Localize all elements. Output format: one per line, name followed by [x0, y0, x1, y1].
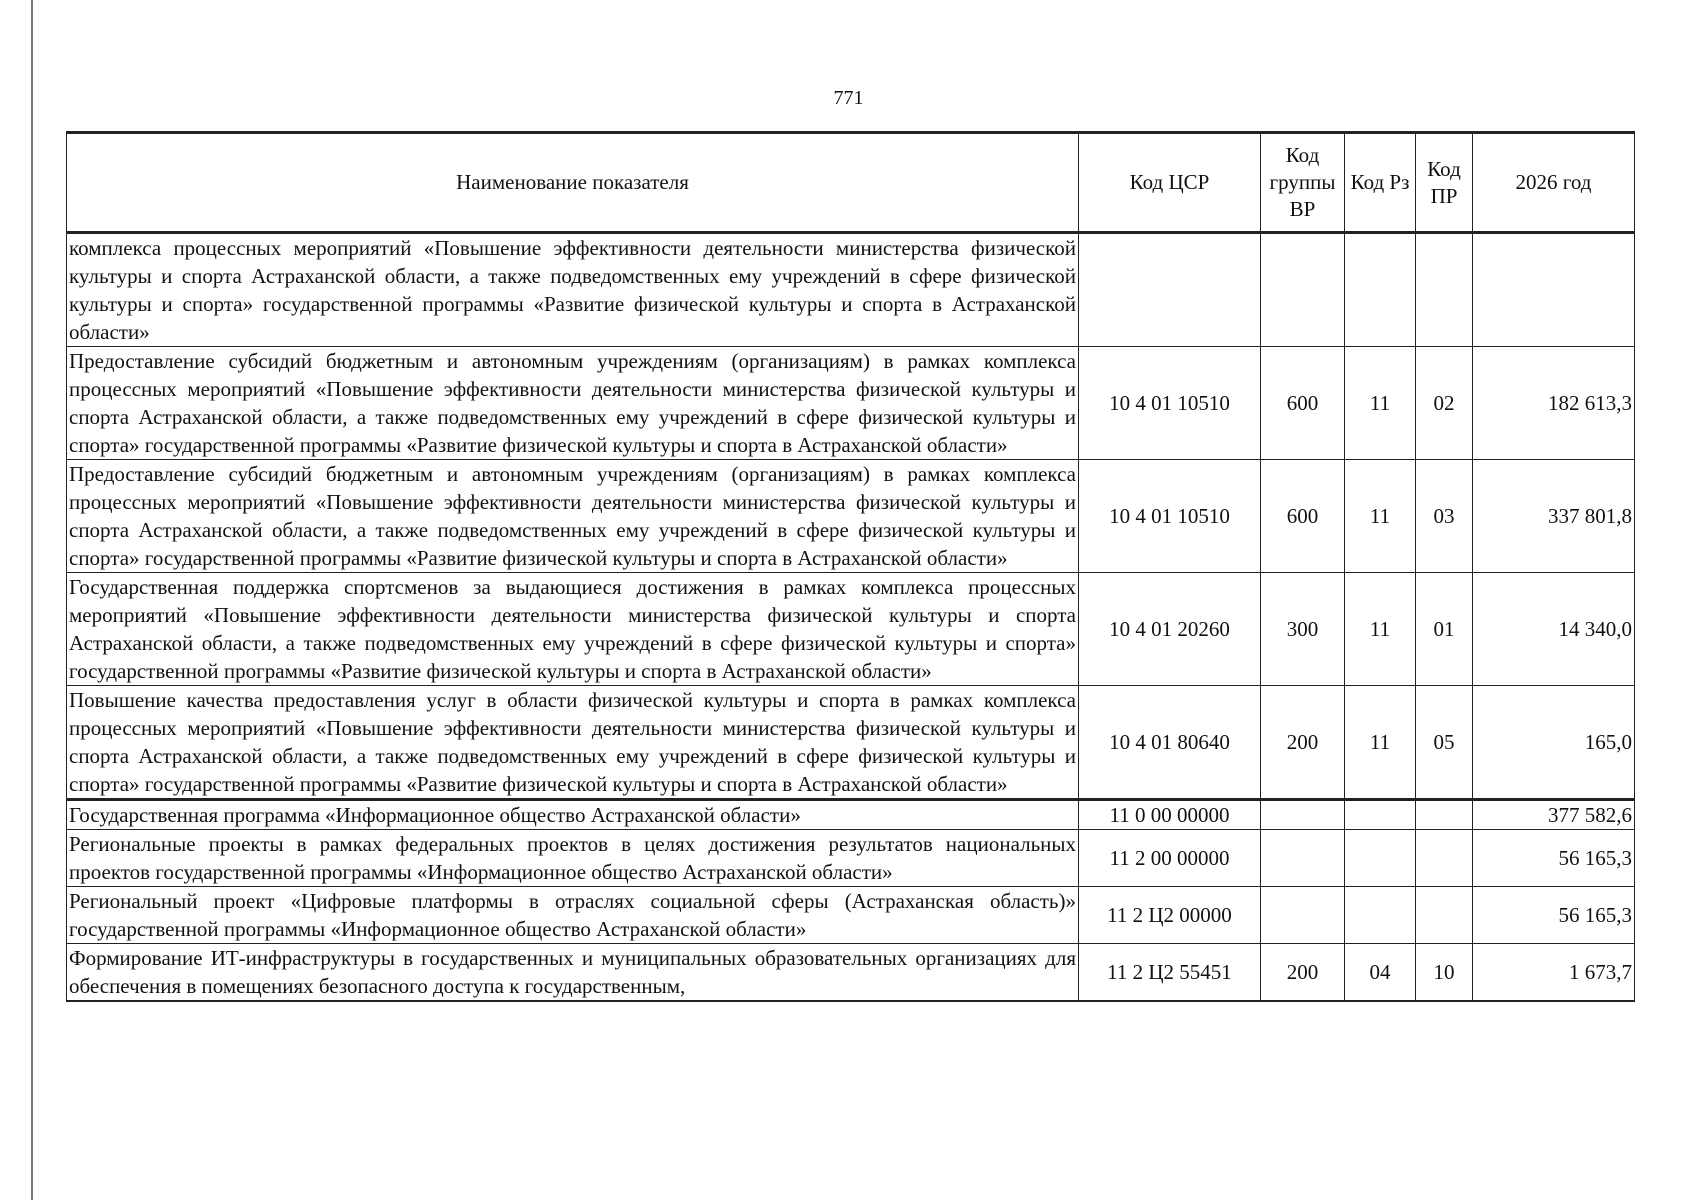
row-csr: 11 0 00 00000	[1079, 800, 1261, 830]
row-rz	[1345, 800, 1416, 830]
table-row	[67, 944, 1635, 1002]
row-pr	[1416, 830, 1473, 887]
row-csr: 11 2 00 00000	[1079, 830, 1261, 887]
row-csr: 10 4 01 10510	[1079, 460, 1261, 573]
row-value: 182 613,3	[1473, 347, 1635, 460]
table-row	[67, 347, 1635, 460]
row-name: Предоставление субсидий бюджетным и автономным учреждениям (организациям) в рамках комплекса процессных мероприятий «Повышение эффективности деятельности министерства физической культуры и спорта Астраханской области, а также подведомственных ему учреждений в сфере физической культуры и спорта» государственной программы «Развитие физической культуры и спорта в Астраханской области»	[67, 460, 1079, 573]
table-row	[67, 830, 1635, 887]
row-csr	[1079, 233, 1261, 347]
row-rz	[1345, 830, 1416, 887]
row-vr: 200	[1261, 686, 1345, 800]
row-vr: 600	[1261, 460, 1345, 573]
table-row	[67, 887, 1635, 944]
page-number: 771	[833, 87, 864, 109]
table-row	[67, 233, 1635, 347]
row-rz: 04	[1345, 944, 1416, 1002]
row-name: Предоставление субсидий бюджетным и автономным учреждениям (организациям) в рамках комплекса процессных мероприятий «Повышение эффективности деятельности министерства физической культуры и спорта Астраханской области, а также подведомственных ему учреждений в сфере физической культуры и спорта» государственной программы «Развитие физической культуры и спорта в Астраханской области»	[67, 347, 1079, 460]
row-vr	[1261, 887, 1345, 944]
row-name: Региональные проекты в рамках федеральных проектов в целях достижения результатов национальных проектов государственной программы «Информационное общество Астраханской области»	[67, 830, 1079, 887]
row-value: 56 165,3	[1473, 887, 1635, 944]
row-csr: 11 2 Ц2 55451	[1079, 944, 1261, 1002]
table-row-program	[67, 800, 1635, 830]
header-vr: Код группы ВР	[1261, 133, 1345, 233]
row-name: комплекса процессных мероприятий «Повышение эффективности деятельности министерства физической культуры и спорта Астраханской области, а также подведомственных ему учреждений в сфере физической культуры и спорта» государственной программы «Развитие физической культуры и спорта в Астраханской области»	[67, 233, 1079, 347]
row-value: 337 801,8	[1473, 460, 1635, 573]
row-rz	[1345, 233, 1416, 347]
row-value: 165,0	[1473, 686, 1635, 800]
row-pr: 01	[1416, 573, 1473, 686]
row-rz: 11	[1345, 573, 1416, 686]
header-csr: Код ЦСР	[1079, 133, 1261, 233]
row-pr: 10	[1416, 944, 1473, 1002]
row-value: 377 582,6	[1473, 800, 1635, 830]
row-vr	[1261, 800, 1345, 830]
row-name: Государственная программа «Информационное общество Астраханской области»	[67, 800, 1079, 830]
row-pr	[1416, 800, 1473, 830]
row-vr: 600	[1261, 347, 1345, 460]
row-name: Государственная поддержка спортсменов за выдающиеся достижения в рамках комплекса процессных мероприятий «Повышение эффективности деятельности министерства физической культуры и спорта Астраханской области, а также подведомственных ему учреждений в сфере физической культуры и спорта» государственной программы «Развитие физической культуры и спорта в Астраханской области»	[67, 573, 1079, 686]
budget-table	[66, 131, 1635, 1002]
row-value: 14 340,0	[1473, 573, 1635, 686]
row-vr: 200	[1261, 944, 1345, 1002]
row-value: 1 673,7	[1473, 944, 1635, 1002]
table-row	[67, 460, 1635, 573]
header-pr: Код ПР	[1416, 133, 1473, 233]
row-value	[1473, 233, 1635, 347]
row-csr: 10 4 01 10510	[1079, 347, 1261, 460]
row-csr: 10 4 01 20260	[1079, 573, 1261, 686]
row-vr	[1261, 830, 1345, 887]
row-csr: 11 2 Ц2 00000	[1079, 887, 1261, 944]
page-left-edge-line	[31, 0, 33, 1200]
row-rz	[1345, 887, 1416, 944]
row-pr	[1416, 887, 1473, 944]
row-name: Повышение качества предоставления услуг в области физической культуры и спорта в рамках комплекса процессных мероприятий «Повышение эффективности деятельности министерства физической культуры и спорта Астраханской области, а также подведомственных ему учреждений в сфере физической культуры и спорта» государственной программы «Развитие физической культуры и спорта в Астраханской области»	[67, 686, 1079, 800]
row-pr: 02	[1416, 347, 1473, 460]
row-pr: 03	[1416, 460, 1473, 573]
table-header-row	[67, 133, 1635, 233]
row-csr: 10 4 01 80640	[1079, 686, 1261, 800]
row-vr: 300	[1261, 573, 1345, 686]
row-rz: 11	[1345, 347, 1416, 460]
row-pr: 05	[1416, 686, 1473, 800]
row-vr	[1261, 233, 1345, 347]
row-rz: 11	[1345, 460, 1416, 573]
table-row	[67, 573, 1635, 686]
header-year: 2026 год	[1473, 133, 1635, 233]
row-name: Формирование ИТ-инфраструктуры в государственных и муниципальных образовательных организациях для обеспечения в помещениях безопасного доступа к государственным,	[67, 944, 1079, 1002]
table-row	[67, 686, 1635, 800]
header-rz: Код Рз	[1345, 133, 1416, 233]
row-rz: 11	[1345, 686, 1416, 800]
row-name: Региональный проект «Цифровые платформы в отраслях социальной сферы (Астраханская область)» государственной программы «Информационное общество Астраханской области»	[67, 887, 1079, 944]
header-name: Наименование показателя	[67, 133, 1079, 233]
row-pr	[1416, 233, 1473, 347]
row-value: 56 165,3	[1473, 830, 1635, 887]
